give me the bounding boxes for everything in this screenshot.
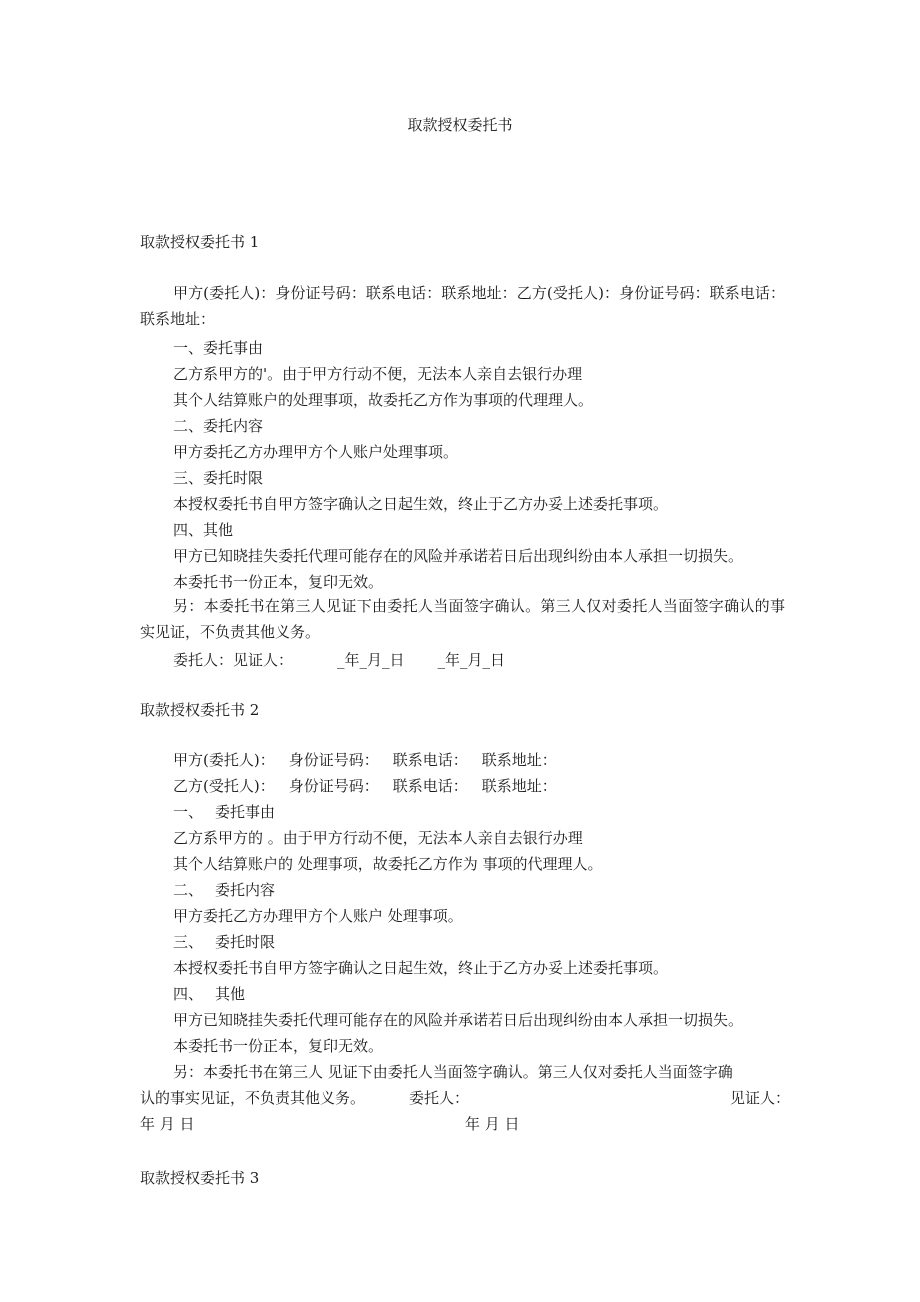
section-2-item-3-text: 本授权委托书自甲方签字确认之日起生效，终止于乙方办妥上述委托事项。 [173, 959, 669, 977]
section-2-party-a-row [173, 749, 557, 771]
section-1-date-1: _年_月_日 [337, 651, 405, 669]
section-2-note-line-1: 另：本委托书在第三人 见证下由委托人当面签字确认。第三人仅对委托人当面签字确 [173, 1063, 733, 1081]
section-1-date-2: _年_月_日 [437, 651, 506, 669]
section-2-item-4-line-1: 甲方已知晓挂失委托代理可能存在的风险并承诺若日后出现纠纷由本人承担一切损失。 [173, 1011, 744, 1029]
section-2-party-b-label: 乙方(受托人)： [173, 777, 275, 795]
section-1-sign-labels: 委托人：见证人： [173, 651, 294, 669]
section-2-item-1-line-2: 其个人结算账户的 处理事项，故委托乙方作为 事项的代理理人。 [173, 855, 603, 873]
section-1-item-4-line-2: 本委托书一份正本，复印无效。 [173, 573, 384, 591]
section-2-item-1-line-1: 乙方系甲方的 。由于甲方行动不便，无法本人亲自去银行办理 [173, 829, 583, 847]
section-2-date-1: 年 月 日 [140, 1115, 195, 1133]
section-2-item-4-line-2: 本委托书一份正本，复印无效。 [173, 1037, 384, 1055]
section-2-item-4-title: 其他 [215, 985, 246, 1003]
section-2-item-4-number: 四、 [173, 985, 204, 1003]
section-2-item-1-heading [173, 801, 275, 823]
section-1-item-2-text: 甲方委托乙方办理甲方个人账户处理事项。 [173, 443, 459, 461]
section-2-item-1-title: 委托事由 [215, 803, 276, 821]
section-2-item-1-number: 一、 [173, 803, 204, 821]
section-2-party-a-phone-label: 联系电话： [392, 751, 468, 769]
section-1-heading: 取款授权委托书 1 [140, 233, 260, 251]
section-2-item-4-heading [173, 983, 245, 1005]
section-2-party-a-addr-label: 联系地址： [481, 751, 557, 769]
section-1-item-4-heading: 四、其他 [173, 521, 234, 539]
section-2-item-3-number: 三、 [173, 933, 204, 951]
section-2-note-signature-row [140, 1087, 790, 1109]
document-title: 取款授权委托书 [407, 116, 513, 134]
section-2-item-2-text: 甲方委托乙方办理甲方个人账户 处理事项。 [173, 907, 463, 925]
section-2-note-line-2: 认的事实见证，不负责其他义务。 [140, 1089, 366, 1107]
section-2-item-3-heading [173, 931, 275, 953]
section-1-item-3-heading: 三、委托时限 [173, 469, 264, 487]
section-1-item-2-heading: 二、委托内容 [173, 417, 264, 435]
section-2-party-a-id-label: 身份证号码： [288, 751, 379, 769]
section-2-party-b-id-label: 身份证号码： [288, 777, 379, 795]
section-1-item-3-text: 本授权委托书自甲方签字确认之日起生效，终止于乙方办妥上述委托事项。 [173, 495, 669, 513]
section-1-item-1-heading: 一、委托事由 [173, 339, 264, 357]
section-1-item-1-line-2: 其个人结算账户的处理事项，故委托乙方作为事项的代理理人。 [173, 391, 594, 409]
section-2-principal-label: 委托人： [409, 1089, 470, 1107]
section-1-item-4-line-1: 甲方已知晓挂失委托代理可能存在的风险并承诺若日后出现纠纷由本人承担一切损失。 [173, 547, 744, 565]
section-1-note: 另：本委托书在第三人见证下由委托人当面签字确认。第三人仅对委托人当面签字确认的事实见证，不负责其他义务。 [140, 597, 785, 641]
section-1-parties: 甲方(委托人)：身份证号码：联系电话：联系地址：乙方(受托人)：身份证号码：联系电话：联系地址： [140, 284, 785, 328]
section-2-party-b-row [173, 775, 557, 797]
section-2-item-3-title: 委托时限 [215, 933, 276, 951]
section-1-signature-row [173, 649, 505, 671]
section-2-party-b-phone-label: 联系电话： [392, 777, 468, 795]
section-2-witness-label: 见证人： [729, 1089, 790, 1107]
section-1-item-1-line-1: 乙方系甲方的'。由于甲方行动不便，无法本人亲自去银行办理 [173, 365, 583, 383]
section-2-item-2-heading [173, 879, 275, 901]
section-3-heading: 取款授权委托书 3 [140, 1169, 260, 1187]
section-2-party-a-label: 甲方(委托人)： [173, 751, 275, 769]
section-2-date-2: 年 月 日 [465, 1115, 520, 1133]
section-2-item-2-number: 二、 [173, 881, 204, 899]
section-2-party-b-addr-label: 联系地址： [481, 777, 557, 795]
section-2-item-2-title: 委托内容 [215, 881, 276, 899]
section-2-heading: 取款授权委托书 2 [140, 701, 260, 719]
